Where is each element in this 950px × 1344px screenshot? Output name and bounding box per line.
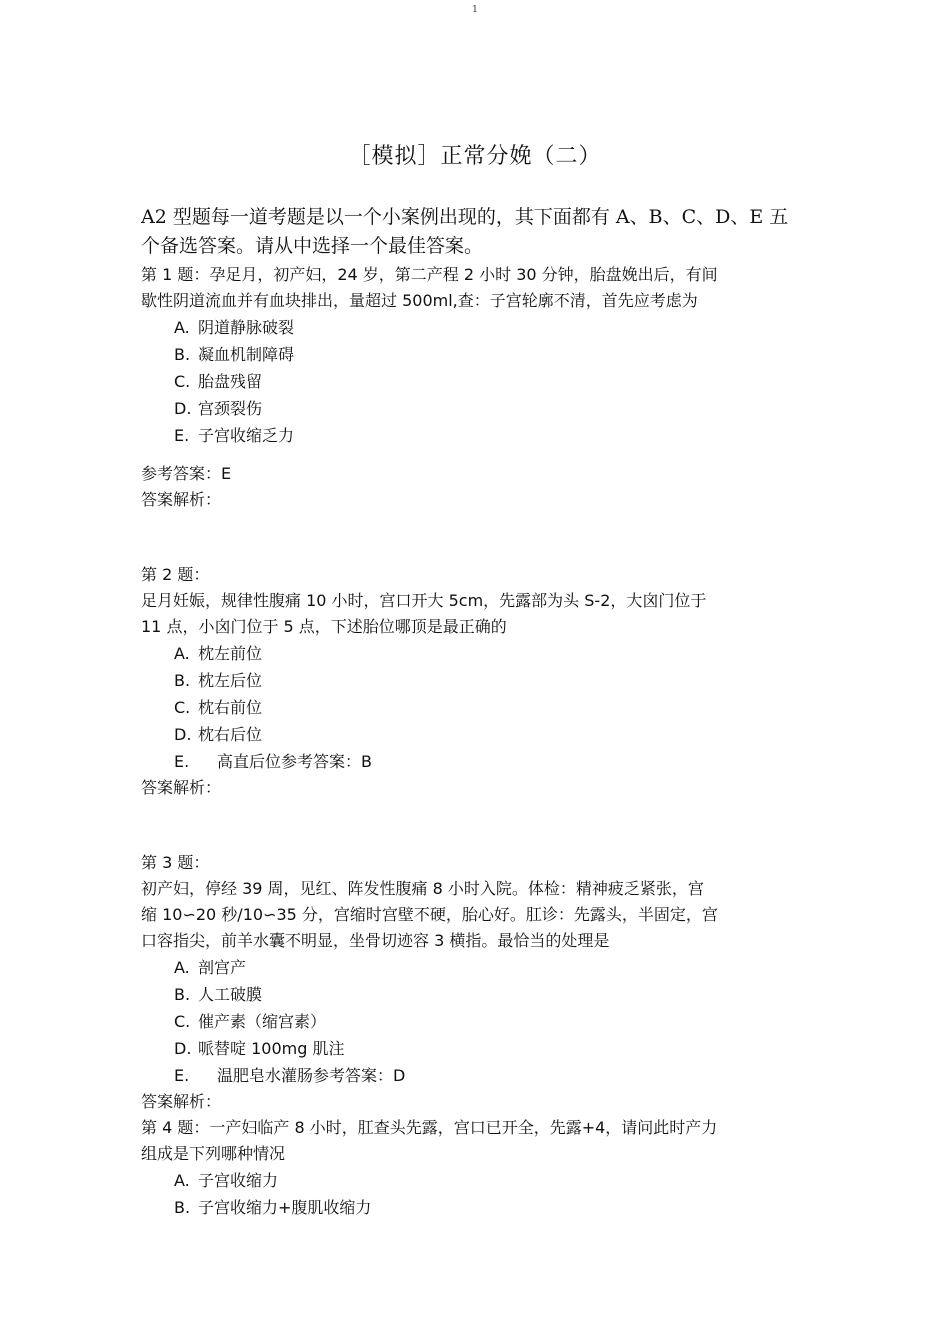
option-e-with-answer	[141, 748, 806, 775]
question-stem-line: 足月妊娠，规律性腹痛 10 小时，宫口开大 5cm，先露部为头 S-2，大囟门位于	[141, 591, 707, 610]
option-letter: A.	[174, 1171, 190, 1190]
option-letter: A.	[174, 958, 190, 977]
option-letter: E.	[174, 752, 190, 771]
option-text: 子宫收缩力+腹肌收缩力	[198, 1198, 372, 1217]
page-number: 1	[472, 5, 478, 15]
option-c	[141, 694, 806, 721]
option-letter: B.	[174, 671, 191, 690]
option-text: 剖宫产	[198, 958, 247, 977]
question-1	[141, 262, 806, 513]
instructions: A2 型题每一道考题是以一个小案例出现的，其下面都有 A、B、C、D、E 五个备选答案。请从中选择一个最佳答案。	[141, 206, 789, 257]
option-letter: A.	[174, 318, 190, 337]
option-letter: B.	[174, 1198, 191, 1217]
question-2	[141, 562, 806, 801]
option-a	[141, 1167, 806, 1194]
option-text: 阴道静脉破裂	[198, 318, 295, 337]
option-a	[141, 954, 806, 981]
option-b	[141, 667, 806, 694]
option-letter: C.	[174, 698, 191, 717]
option-text: 催产素（缩宫素）	[198, 1012, 327, 1031]
option-letter: E.	[174, 1066, 190, 1085]
option-d	[141, 721, 806, 748]
answer-analysis: 答案解析：	[141, 778, 222, 797]
option-a	[141, 314, 806, 341]
option-c	[141, 1008, 806, 1035]
question-stem-line: 口容指尖，前羊水囊不明显，坐骨切迹容 3 横指。最恰当的处理是	[141, 931, 610, 950]
option-text: 子宫收缩力	[198, 1171, 279, 1190]
option-b	[141, 1194, 806, 1221]
option-text: 胎盘残留	[198, 372, 263, 391]
page-title: ［模拟］正常分娩（二）	[348, 144, 602, 169]
answer-analysis: 答案解析：	[141, 1092, 222, 1111]
option-text: 哌替啶 100mg 肌注	[198, 1039, 345, 1058]
question-stem-line: 11 点，小囟门位于 5 点，下述胎位哪顶是最正确的	[141, 617, 507, 636]
option-e-with-answer	[141, 1062, 806, 1089]
option-text: 枕左后位	[198, 671, 263, 690]
option-text: 凝血机制障碍	[198, 345, 295, 364]
question-stem-line: 组成是下列哪种情况	[141, 1144, 286, 1163]
option-d	[141, 1035, 806, 1062]
option-letter: B.	[174, 345, 191, 364]
question-header: 第 2 题：	[141, 565, 210, 584]
reference-answer: 参考答案：E	[141, 464, 232, 483]
option-text: 枕右前位	[198, 698, 263, 717]
option-letter: C.	[174, 372, 191, 391]
option-letter: D.	[174, 1039, 192, 1058]
option-letter: C.	[174, 1012, 191, 1031]
option-letter: E.	[174, 426, 190, 445]
question-4	[141, 1115, 806, 1221]
question-stem-line: 缩 10∽20 秒/10∽35 分，宫缩时宫壁不硬，胎心好。肛诊：先露头，半固定，宫	[141, 905, 718, 924]
option-text: 子宫收缩乏力	[198, 426, 295, 445]
option-letter: D.	[174, 725, 192, 744]
option-c	[141, 368, 806, 395]
option-text: 枕左前位	[198, 644, 263, 663]
question-3	[141, 850, 806, 1115]
question-header: 第 3 题：	[141, 853, 210, 872]
question-stem-line: 初产妇，停经 39 周，见红、阵发性腹痛 8 小时入院。体检：精神疲乏紧张，宫	[141, 879, 704, 898]
option-e	[141, 422, 806, 449]
question-stem-line: 歇性阴道流血并有血块排出，量超过 500ml,查：子宫轮廓不清，首先应考虑为	[141, 291, 698, 310]
question-list	[141, 262, 806, 1221]
option-text: 枕右后位	[198, 725, 263, 744]
option-b	[141, 981, 806, 1008]
option-letter: A.	[174, 644, 190, 663]
option-letter: B.	[174, 985, 191, 1004]
option-text: 宫颈裂伤	[198, 399, 263, 418]
question-stem-line: 第 4 题：一产妇临产 8 小时，肛查头先露，宫口已开全，先露+4，请问此时产力	[141, 1118, 718, 1137]
option-text: 高直后位参考答案：B	[217, 752, 372, 771]
option-text: 温肥皂水灌肠参考答案：D	[217, 1066, 406, 1085]
option-b	[141, 341, 806, 368]
answer-analysis: 答案解析：	[141, 490, 222, 509]
option-letter: D.	[174, 399, 192, 418]
option-d	[141, 395, 806, 422]
option-a	[141, 640, 806, 667]
option-text: 人工破膜	[198, 985, 263, 1004]
question-stem-line: 第 1 题：孕足月，初产妇，24 岁，第二产程 2 小时 30 分钟，胎盘娩出后，有间	[141, 265, 718, 284]
